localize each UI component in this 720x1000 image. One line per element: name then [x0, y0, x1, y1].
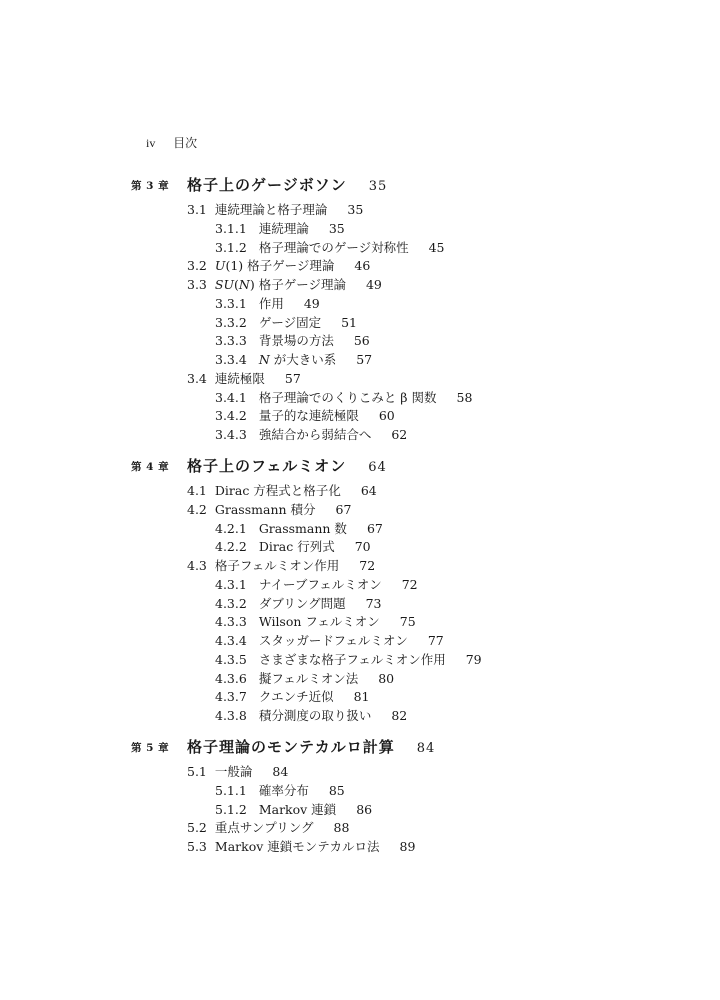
- subsection-entry: [215, 520, 383, 536]
- entry-page: 72: [359, 558, 376, 573]
- entry-number: 3.2: [187, 258, 207, 274]
- entry-number: 4.3.7: [215, 689, 247, 705]
- section-entry: [187, 560, 375, 573]
- entry-title: Dirac 方程式と格子化: [214, 483, 341, 498]
- subsection-entry: [215, 295, 320, 311]
- section-entry: [187, 501, 352, 517]
- chapter-page: 64: [368, 460, 387, 475]
- entry-number: 3.3.1: [215, 295, 247, 311]
- entry-number: 3.3.2: [215, 314, 247, 330]
- entry-number: 3.4: [187, 370, 207, 386]
- entry-page: 60: [378, 408, 395, 424]
- subsection-entry: [215, 651, 482, 667]
- chapter-title: 格子上のゲージボソン: [187, 176, 347, 194]
- entry-number: 5.1.1: [215, 782, 247, 798]
- page-folio: iv: [146, 136, 156, 150]
- entry-number: 3.1: [187, 202, 207, 217]
- entry-title: 重点サンプリング: [214, 820, 314, 836]
- subsection-entry: [215, 576, 418, 592]
- entry-page: 81: [353, 689, 370, 705]
- entry-page: 84: [272, 764, 289, 779]
- entry-number: 3.3.4: [215, 352, 247, 367]
- entry-number: 4.3.1: [215, 576, 247, 592]
- entry-number: 3.3: [187, 277, 207, 292]
- entry-number: 4.3.8: [215, 708, 247, 723]
- entry-page: 62: [391, 427, 408, 442]
- entry-title: 連続理論: [258, 220, 309, 236]
- entry-page: 80: [378, 670, 395, 686]
- entry-page: 57: [356, 352, 373, 367]
- entry-title: Dirac 行列式: [258, 539, 335, 555]
- entry-page: 86: [356, 801, 373, 817]
- section-entry: [187, 260, 370, 273]
- section-entry: [187, 370, 301, 386]
- entry-title: 量子的な連続極限: [258, 408, 359, 424]
- entry-page: 46: [354, 258, 371, 274]
- subsection-entry: [215, 410, 395, 423]
- entry-number: 3.4.2: [215, 408, 247, 424]
- section-entry: [187, 279, 382, 292]
- entry-title: 連続理論と格子理論: [214, 202, 328, 217]
- section-entry: [187, 766, 288, 779]
- entry-number: 5.1.2: [215, 801, 247, 817]
- entry-page: 73: [365, 595, 382, 611]
- entry-number: 4.3: [187, 558, 207, 573]
- entry-number: 3.1.2: [215, 239, 247, 255]
- subsection-entry: [215, 801, 373, 817]
- entry-number: 3.3.3: [215, 333, 247, 349]
- entry-title: 擬フェルミオン法: [258, 670, 359, 686]
- entry-title: Markov 連鎖モンテカルロ法: [214, 839, 380, 854]
- entry-title: 一般論: [214, 764, 253, 779]
- entry-page: 82: [391, 708, 408, 723]
- entry-number: 3.4.3: [215, 427, 247, 442]
- entry-number: 4.2: [187, 501, 207, 517]
- entry-page: 57: [284, 370, 301, 386]
- entry-page: 67: [366, 520, 383, 536]
- entry-title: 格子理論でのくりこみと β 関数: [258, 389, 437, 405]
- section-entry: [187, 841, 415, 854]
- entry-page: 56: [353, 333, 370, 349]
- section-entry: [187, 204, 363, 217]
- subsection-entry: [215, 691, 369, 704]
- chapter-heading: [131, 176, 388, 194]
- subsection-entry: [215, 616, 416, 629]
- entry-title: スタッガードフェルミオン: [258, 633, 408, 648]
- entry-page: 70: [354, 539, 371, 555]
- entry-title: 強結合から弱結合へ: [258, 427, 372, 442]
- entry-page: 79: [465, 651, 482, 667]
- running-title: 目次: [173, 136, 198, 150]
- chapter-title: 格子理論のモンテカルロ計算: [187, 738, 395, 756]
- entry-page: 45: [428, 239, 445, 255]
- entry-page: 88: [333, 820, 350, 836]
- entry-page: 64: [360, 483, 377, 498]
- subsection-entry: [215, 429, 407, 442]
- chapter-label: 第 5 章: [131, 742, 170, 754]
- entry-title: N が大きい系: [258, 352, 337, 367]
- entry-title: Grassmann 積分: [214, 501, 316, 517]
- entry-number: 3.1.1: [215, 220, 247, 236]
- entry-number: 3.4.1: [215, 389, 247, 405]
- entry-page: 85: [328, 782, 345, 798]
- entry-page: 35: [347, 202, 364, 217]
- entry-title: さまざまな格子フェルミオン作用: [258, 651, 446, 667]
- entry-number: 5.2: [187, 820, 207, 836]
- subsection-entry: [215, 314, 357, 330]
- entry-page: 58: [456, 389, 473, 405]
- entry-page: 75: [399, 614, 416, 630]
- subsection-entry: [215, 782, 345, 798]
- subsection-entry: [215, 389, 473, 405]
- subsection-entry: [215, 635, 444, 648]
- subsection-entry: [215, 595, 382, 611]
- entry-title: 格子理論でのゲージ対称性: [258, 239, 409, 255]
- chapter-label: 第 4 章: [131, 461, 170, 473]
- subsection-entry: [215, 335, 370, 348]
- subsection-entry: [215, 239, 445, 255]
- entry-title: 確率分布: [258, 782, 309, 798]
- section-entry: [187, 485, 377, 498]
- entry-title: ナイーブフェルミオン: [258, 576, 382, 592]
- entry-number: 4.2.2: [215, 539, 247, 555]
- subsection-entry: [215, 354, 372, 367]
- entry-title: 積分測度の取り扱い: [258, 708, 372, 723]
- entry-title: 格子フェルミオン作用: [214, 558, 340, 573]
- entry-title: Grassmann 数: [258, 520, 347, 536]
- entry-page: 77: [427, 633, 444, 648]
- chapter-page: 84: [416, 741, 436, 756]
- entry-title: ダブリング問題: [258, 595, 346, 611]
- entry-page: 49: [303, 295, 320, 311]
- subsection-entry: [215, 220, 345, 236]
- subsection-entry: [215, 541, 371, 554]
- entry-number: 4.3.4: [215, 633, 247, 648]
- entry-number: 5.3: [187, 839, 207, 854]
- entry-page: 35: [328, 220, 345, 236]
- chapter-title: 格子上のフェルミオン: [187, 457, 347, 475]
- entry-title: Markov 連鎖: [258, 801, 337, 817]
- chapter-label: 第 3 章: [131, 180, 170, 192]
- subsection-entry: [215, 710, 407, 723]
- entry-page: 72: [401, 576, 418, 592]
- entry-title: クエンチ近似: [258, 689, 334, 705]
- entry-number: 4.3.2: [215, 595, 247, 611]
- entry-number: 4.3.5: [215, 651, 247, 667]
- entry-title: 背景場の方法: [258, 333, 334, 349]
- entry-number: 4.3.3: [215, 614, 247, 630]
- entry-title: U(1) 格子ゲージ理論: [214, 258, 335, 274]
- entry-title: 作用: [258, 295, 284, 311]
- entry-page: 67: [335, 501, 352, 517]
- chapter-page: 35: [368, 179, 388, 194]
- entry-page: 89: [399, 839, 416, 854]
- entry-number: 5.1: [187, 764, 207, 779]
- entry-title: Wilson フェルミオン: [258, 614, 380, 630]
- section-entry: [187, 822, 349, 835]
- subsection-entry: [215, 670, 395, 686]
- entry-number: 4.2.1: [215, 520, 247, 536]
- entry-page: 49: [365, 277, 382, 292]
- chapter-heading: [131, 457, 387, 475]
- entry-title: SU(N) 格子ゲージ理論: [214, 277, 346, 292]
- entry-number: 4.1: [187, 483, 207, 498]
- entry-page: 51: [341, 314, 357, 330]
- entry-title: 連続極限: [214, 370, 265, 386]
- entry-number: 4.3.6: [215, 670, 247, 686]
- entry-title: ゲージ固定: [258, 314, 322, 330]
- chapter-heading: [131, 738, 436, 756]
